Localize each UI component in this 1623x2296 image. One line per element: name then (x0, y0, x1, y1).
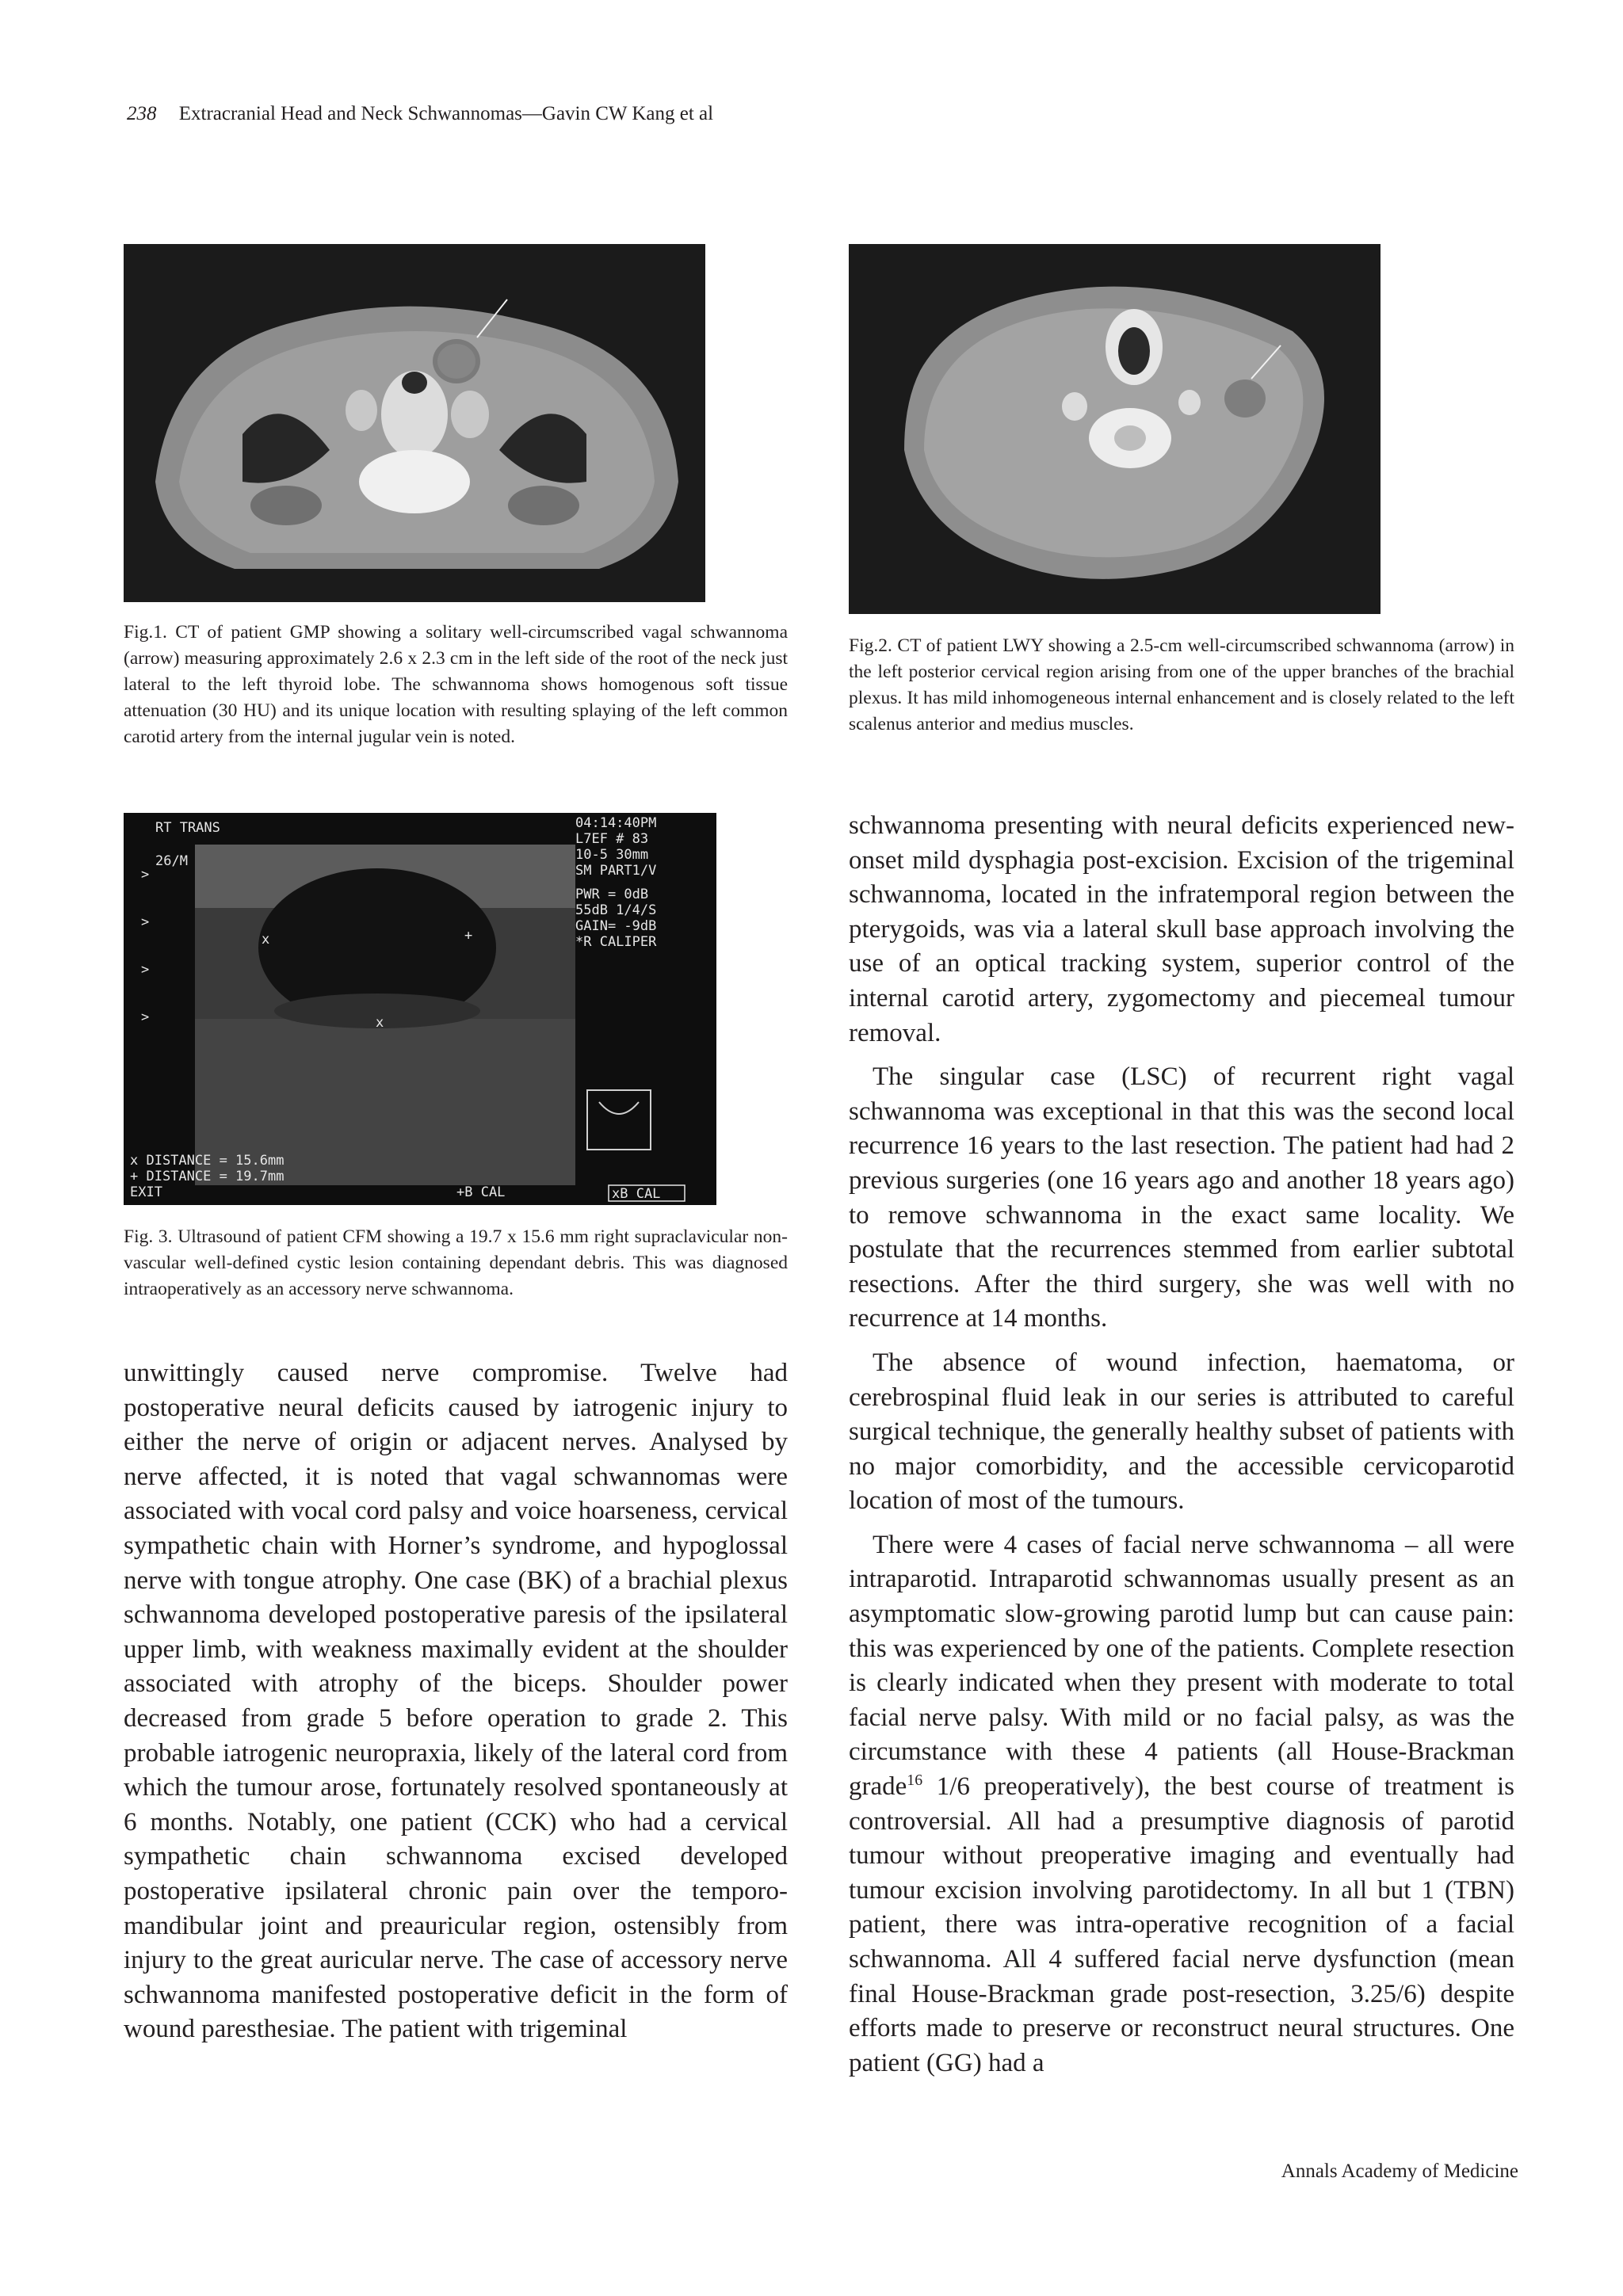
figure-3-ultrasound-image (124, 813, 716, 1205)
us-marker: > (141, 867, 150, 883)
us-label-depth: 10-5 30mm (575, 847, 649, 863)
us-b-cal-1: +B CAL (456, 1184, 506, 1200)
us-marker: > (141, 1009, 150, 1025)
paragraph: schwannoma presenting with neural deficits experienced new-onset mild dysphagia post-excision. Excision of the trigeminal schwannoma, located in the infratemporal region between the pterygoids, was via a lateral skull base approach involving the use of an optical tracking system, superior control of the internal carotid artery, zygomectomy and piecemeal tumour removal. (849, 811, 1514, 1047)
us-label-preset: SM PART1/V (575, 863, 657, 879)
us-label-age: 26/M (155, 853, 188, 869)
us-label-power: PWR = 0dB (575, 887, 649, 902)
us-label-caliper: *R CALIPER (575, 934, 657, 950)
paragraph: The absence of wound infection, haematoma, or cerebrospinal fluid leak in our series is attributed to careful surgical technique, the generally healthy subset of patients with no major comorbidity, and the accessible cervicoparotid location of most of the tumours. (849, 1348, 1514, 1516)
us-caliper-plus: + (464, 928, 473, 944)
figure-2-ct-image (849, 244, 1381, 614)
running-title: Extracranial Head and Neck Schwannomas—Gavin CW Kang et al (178, 103, 714, 124)
page-number: 238 (127, 103, 157, 124)
paragraph: unwittingly caused nerve compromise. Twelve had postoperative neural deficits caused by iatrogenic injury to either the nerve of origin or adjacent nerves. Analysed by nerve affected, it is noted that vagal schwannomas were associated with vocal cord palsy and voice hoarseness, cervical sympathetic chain with Horner’s syndrome, and hypoglossal nerve with tongue atrophy. One case (BK) of a brachial plexus schwannoma developed postoperative paresis of the ipsilateral upper limb, with weakness maximally evident at the shoulder associated with atrophy of the biceps. Shoulder power decreased from grade 5 before operation to grade 2. This probable iatrogenic neuropraxia, likely of the lateral cord from which the tumour arose, fortunately resolved spontaneously at 6 months. Notably, one patient (CCK) who had a cervical sympathetic chain schwannoma excised developed postoperative ipsilateral chronic pain over the temporo-mandibular joint and preauricular region, ostensibly from injury to the great auricular nerve. The case of accessory nerve schwannoma manifested postoperative deficit in the form of wound paresthesiae. The patient with trigeminal (124, 1359, 788, 2044)
us-label-dynamic-range: 55dB 1/4/S (575, 902, 657, 918)
figure-1-ct-image (124, 244, 705, 602)
us-label-gain: GAIN= -9dB (575, 918, 657, 934)
us-distance-1: x DISTANCE = 15.6mm (130, 1153, 285, 1169)
running-header (127, 103, 713, 125)
ultrasound-graphic (124, 813, 716, 1205)
left-text-column (124, 1356, 788, 2057)
figure-1-caption: Fig.1. CT of patient GMP showing a solitary well-circumscribed vagal schwannoma (arrow) measuring approximately 2.6 x 2.3 cm in the left side of the root of the neck just lateral to the left thyroid lobe. The schwannoma shows homogenous soft tissue attenuation (30 HU) and its unique location with resulting splaying of the left common carotid artery from the internal jugular vein is noted. (124, 622, 788, 747)
us-distance-2: + DISTANCE = 19.7mm (130, 1169, 285, 1184)
us-caliper-x: x (376, 1015, 384, 1031)
citation-superscript: 16 (907, 1772, 923, 1790)
journal-footer: Annals Academy of Medicine (1281, 2161, 1518, 2182)
figure-3-caption: Fig. 3. Ultrasound of patient CFM showing a 19.7 x 15.6 mm right supraclavicular non-vascular well-defined cystic lesion containing dependant debris. This was diagnosed intraoperatively as an accessory nerve schwannoma. (124, 1226, 788, 1299)
paragraph: There were 4 cases of facial nerve schwannoma – all were intraparotid. Intraparotid schwannomas usually present as an asymptomatic slow-growing parotid lump but can cause pain: this was experienced by one of the patients. Complete resection is clearly indicated when they present with moderate to total facial nerve palsy. With mild or no facial palsy, as was the circumstance with these 4 patients (all House-Brackman grade$^{16}$ 1/6 preoperatively), the best course of treatment is controversial. All had a presumptive diagnosis of parotid tumour without preoperative imaging and eventually had tumour excision involving parotidectomy. In all but 1 (TBN) patient, there was intra-operative recognition of a facial schwannoma. All 4 suffered facial nerve dysfunction (mean final House-Brackman grade post-resection, 3.25/6) despite efforts made to preserve or reconstruct neural structures. One patient (GG) had a (849, 1530, 1514, 2077)
us-label-time: 04:14:40PM (575, 815, 657, 831)
paragraph: The singular case (LSC) of recurrent right vagal schwannoma was exceptional in that this was the second local recurrence 16 years to the last resection. The patient had had 2 previous surgeries (one 16 years ago and another 18 years ago) to remove schwannoma in the exact same locality. We postulate that the recurrences stemmed from earlier subtotal resections. After the third surgery, she was well with no recurrence at 14 months. (849, 1062, 1514, 1333)
us-caliper-x: x (262, 932, 270, 948)
us-label-probe: L7EF # 83 (575, 831, 649, 847)
us-b-cal-2: xB CAL (612, 1186, 661, 1202)
us-marker: > (141, 962, 150, 978)
right-text-column (849, 809, 1514, 2090)
figure-2-caption: Fig.2. CT of patient LWY showing a 2.5-cm well-circumscribed schwannoma (arrow) in the left posterior cervical region arising from one of the upper branches of the brachial plexus. It has mild inhomogeneous internal enhancement and is closely related to the left scalenus anterior and medius muscles. (849, 635, 1514, 734)
us-exit: EXIT (130, 1184, 162, 1200)
us-label-rt-trans: RT TRANS (155, 820, 220, 836)
ct-scan-graphic (849, 244, 1381, 614)
us-marker: > (141, 914, 150, 930)
ct-scan-graphic (124, 244, 705, 602)
